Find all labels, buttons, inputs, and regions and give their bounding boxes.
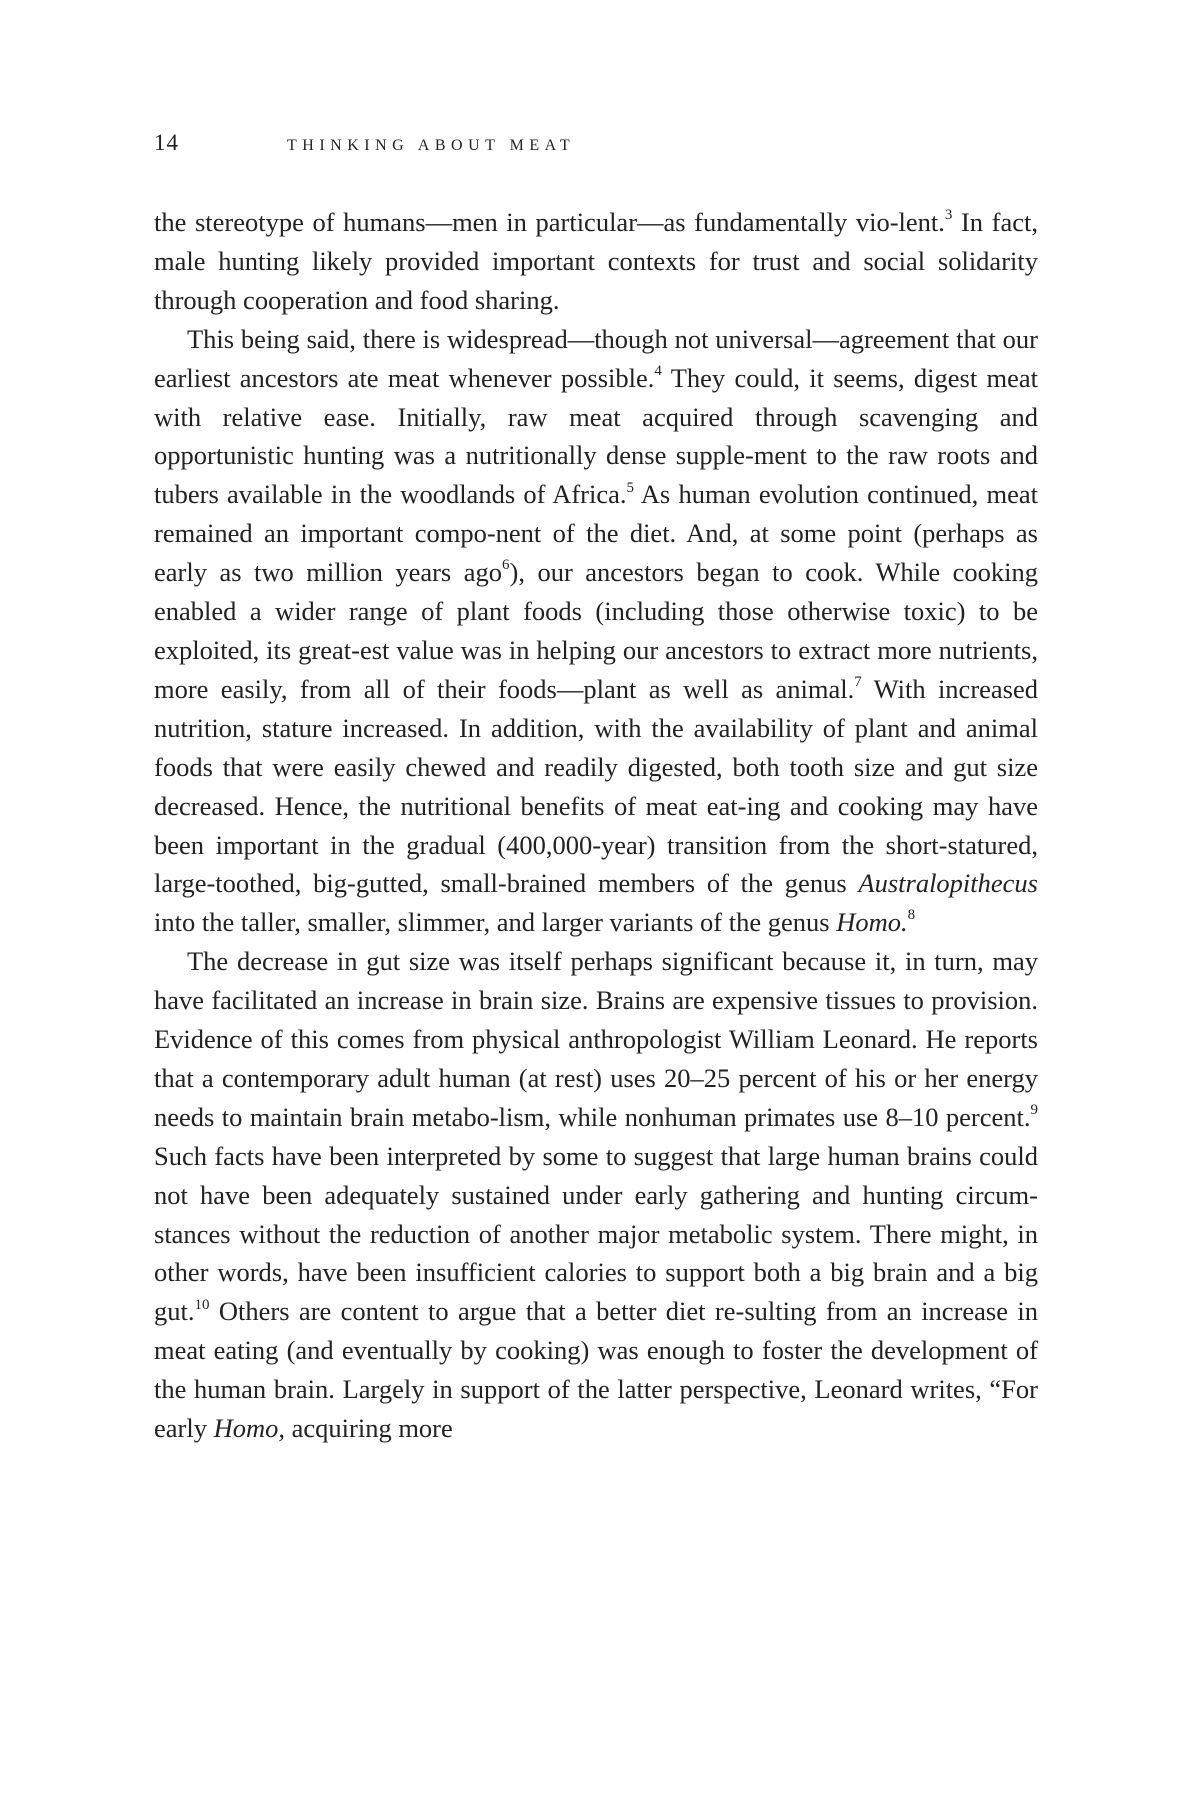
paragraph-1-text-1: the stereotype of humans—men in particular—as fundamentally vio-lent. (154, 207, 945, 237)
paragraph-2-text-6: into the taller, smaller, slimmer, and larger variants of the genus (154, 907, 837, 938)
footnote-ref-4: 4 (654, 362, 662, 379)
footnote-ref-9: 9 (1030, 1102, 1038, 1119)
paragraph-2-text-4: ), our ancestors began to cook. While cooking enabled a wider range of plant foods (including those otherwise toxic) to be exploited, its great-est value was in helping our ancestors to extract more nutrients, more easily, from all of their foods—plant as well as animal. (154, 557, 1038, 704)
footnote-ref-8: 8 (907, 907, 916, 924)
paragraph-2-text-5: With increased nutrition, stature increased. In addition, with the availability of plant and animal foods that were easily chewed and readily digested, both tooth size and gut size decreased. Hence, the nutritional benefits of meat eat-ing and cooking may have been important in the gradual (400,000-year) transition from the short-statured, large-toothed, big-gutted, small-brained members of the genus (154, 673, 1038, 899)
paragraph-2-text-3: As human evolution continued, meat remained an important compo-nent of the diet. And, at some point (perhaps as early as two million years ago (154, 479, 1039, 588)
paragraph-3-text-4: acquiring more (285, 1413, 453, 1444)
genus-name-australopithecus: Australopithecus (858, 868, 1038, 899)
page-number: 14 (154, 130, 179, 155)
body-text (154, 203, 1038, 1448)
footnote-ref-5: 5 (626, 479, 635, 496)
paragraph-1 (154, 203, 1038, 320)
footnote-ref-6: 6 (502, 557, 510, 574)
genus-name-homo: Homo. (836, 907, 908, 938)
footnote-ref-10: 10 (194, 1296, 210, 1313)
paragraph-2-text-1: This being said, there is widespread—though not universal—agreement that our earliest ancestors ate meat whenever possible. (154, 323, 1038, 393)
footnote-ref-7: 7 (854, 674, 862, 691)
paragraph-3-text-1: The decrease in gut size was itself perhaps significant because it, in turn, may have facilitated an increase in brain size. Brains are expensive tissues to provision. Evidence of this comes from physical anthropologist William Leonard. He reports that a contemporary adult human (at rest) uses 20–25 percent of his or her energy needs to maintain brain metabo-lism, while nonhuman primates use 8–10 percent. (154, 946, 1038, 1132)
running-title: THINKING ABOUT MEAT (287, 137, 576, 154)
paragraph-3-text-3: Others are content to argue that a better diet re-sulting from an increase in meat eating (and eventually by cooking) was enough to foster the development of the human brain. Largely in support of the latter perspective, Leonard writes, “For early (154, 1296, 1038, 1444)
running-head (154, 130, 575, 160)
paragraph-1-text-2: In fact, male hunting likely provided important contexts for trust and social solidarity through cooperation and food sharing. (154, 207, 1038, 315)
paragraph-2 (154, 320, 1038, 943)
paragraph-3-text-2: Such facts have been interpreted by some to suggest that large human brains could not have been adequately sustained under early gathering and hunting circum-stances without the reduction of another major metabolic system. There might, in other words, have been insufficient calories to support both a big brain and a big gut. (154, 1140, 1038, 1327)
genus-name-homo-quote: Homo, (213, 1413, 285, 1444)
paragraph-2-text-2: They could, it seems, digest meat with relative ease. Initially, raw meat acquired through scavenging and opportunistic hunting was a nutritionally dense supple-ment to the raw roots and tubers available in the woodlands of Africa. (154, 362, 1038, 510)
footnote-ref-3: 3 (944, 207, 953, 224)
paragraph-3 (154, 942, 1038, 1448)
